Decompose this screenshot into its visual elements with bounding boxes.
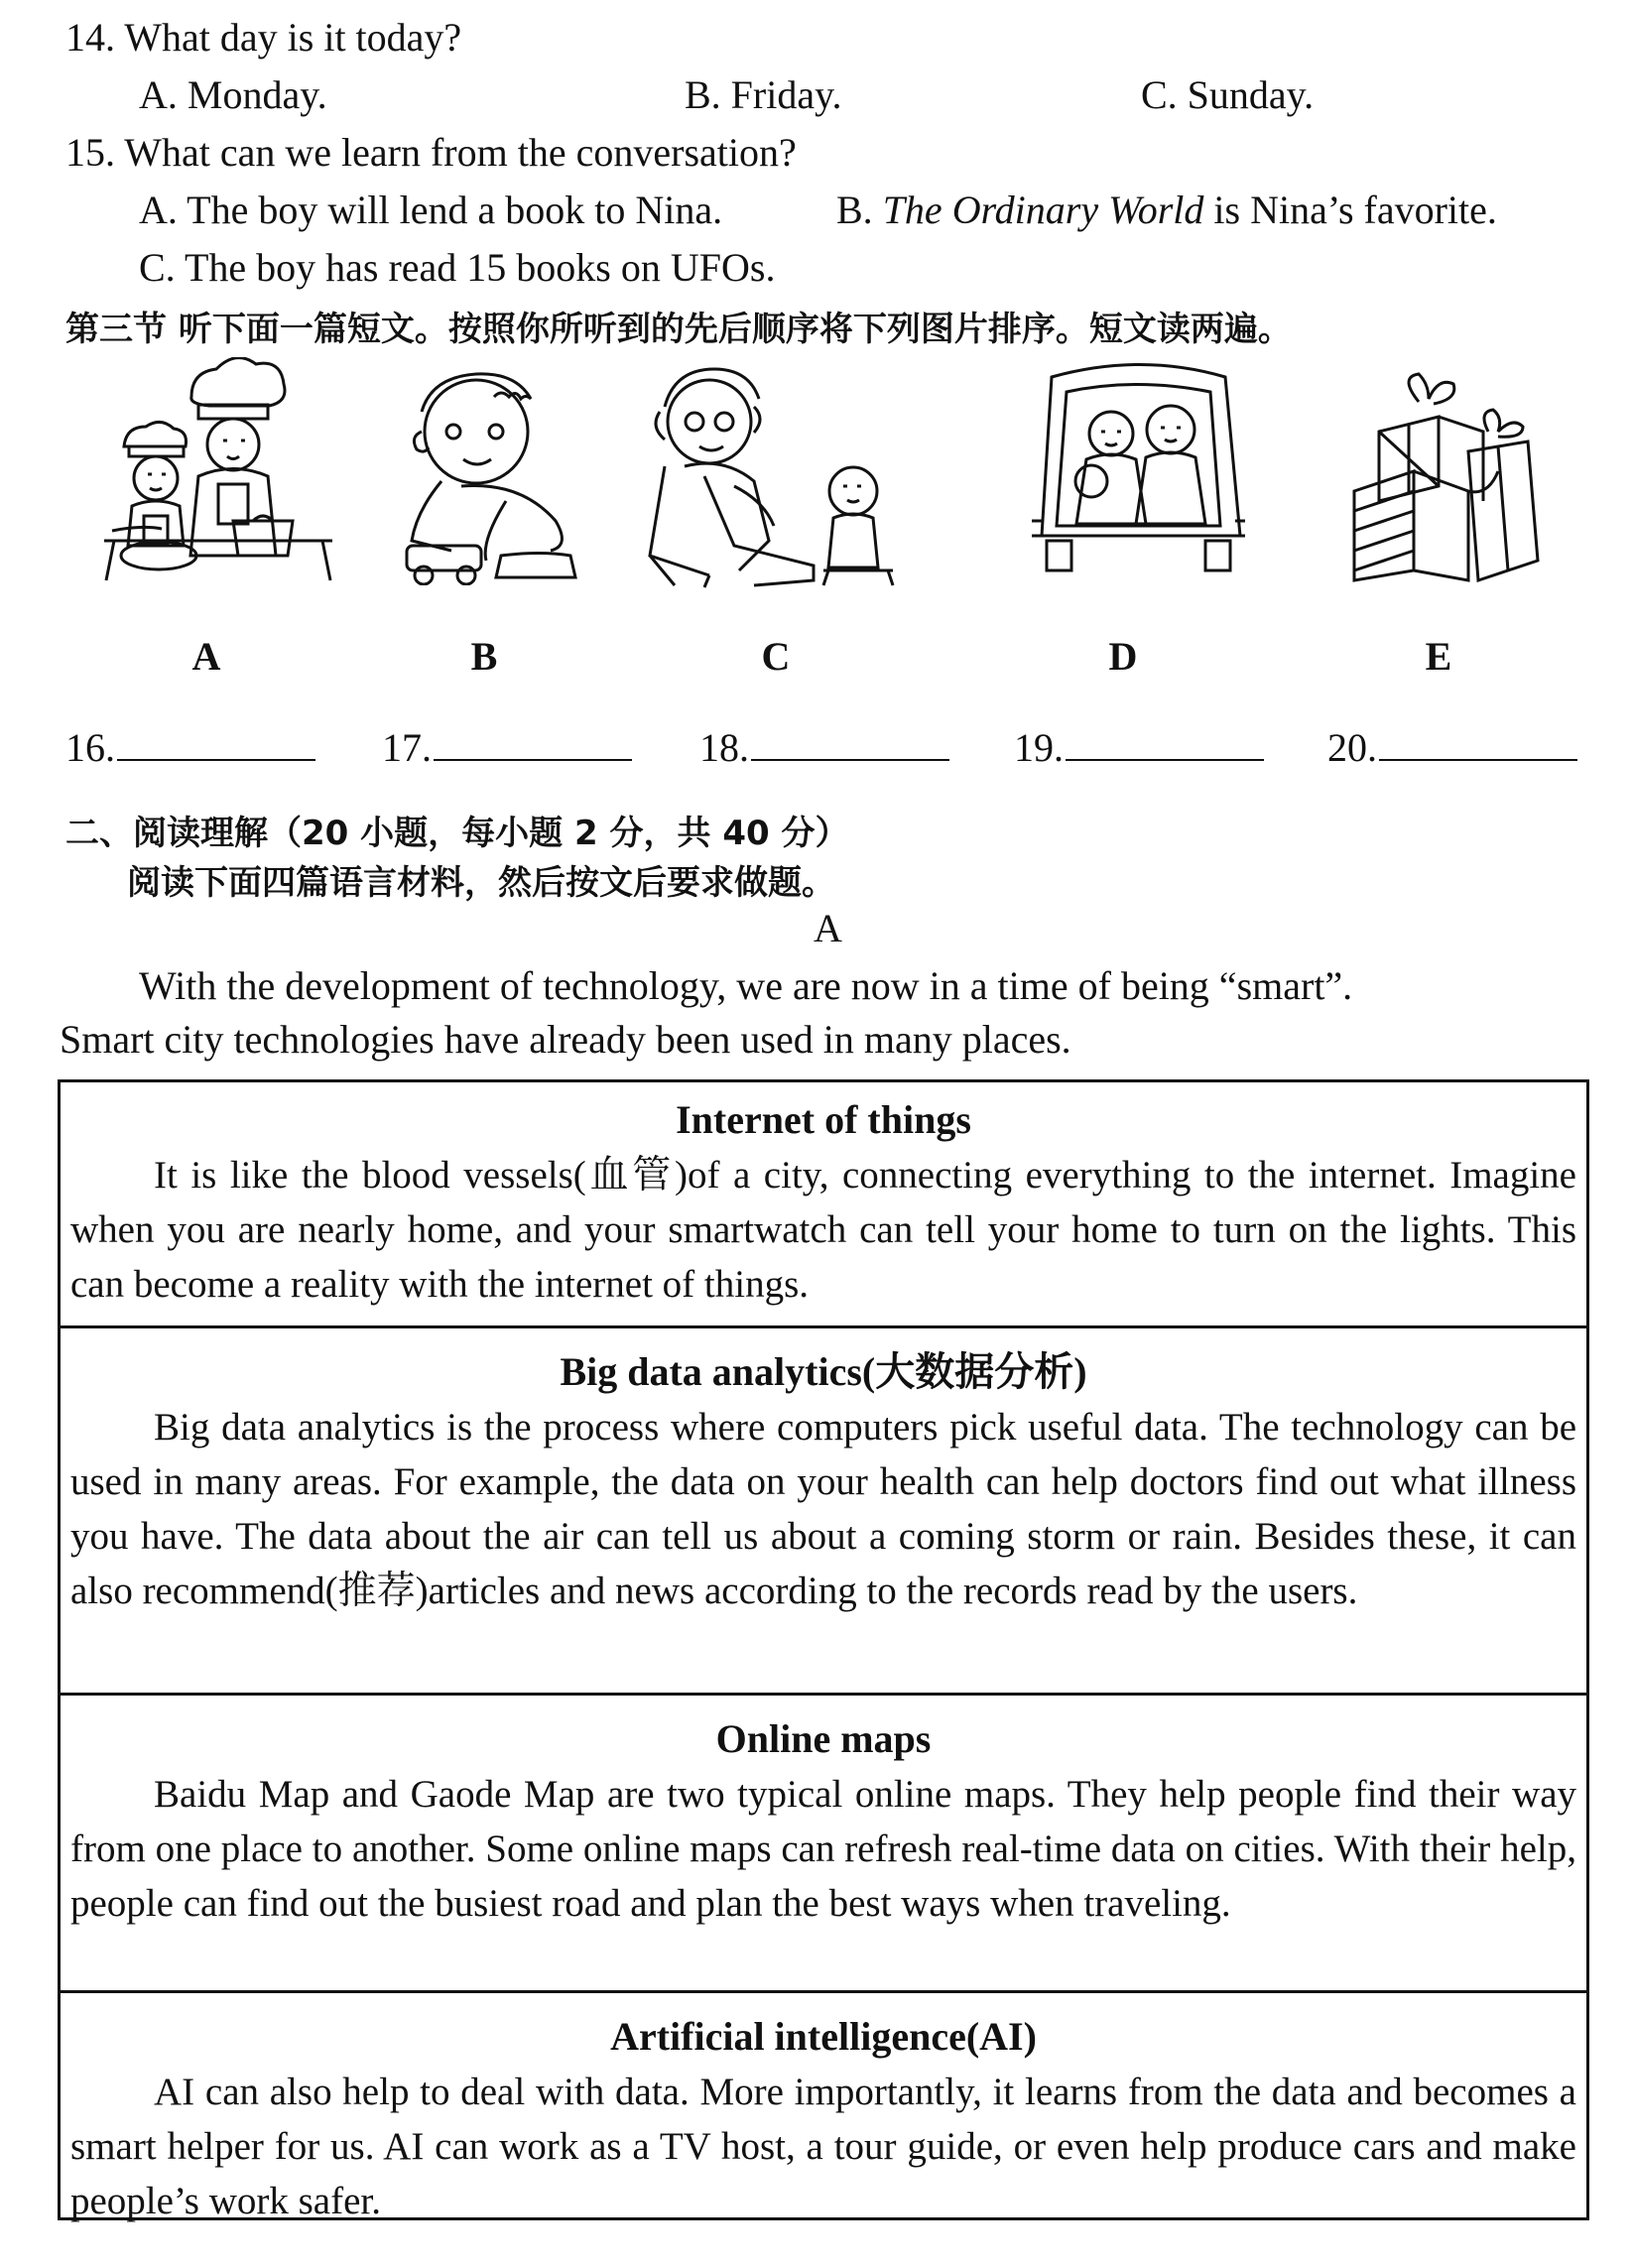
q15-option-b: B. The Ordinary World is Nina’s favorite. — [836, 188, 1497, 232]
picture-label-e: E — [1425, 634, 1452, 679]
cooking-picture-icon — [104, 357, 332, 590]
intro-line-1: With the development of technology, we are now in a time of being “smart”. — [139, 963, 1353, 1008]
q15-stem: 15. What can we learn from the conversation? — [65, 130, 797, 175]
section-artificial-intelligence — [61, 1993, 1586, 2222]
section-internet-of-things — [61, 1082, 1586, 1328]
picture-label-d: D — [1108, 634, 1138, 679]
section-text: Baidu Map and Gaode Map are two typical online maps. They help people find their way from one place to another. Some online maps can refresh real-time data on cities. With their help, people can find out the busiest road and plan the best ways when traveling. — [70, 1773, 1576, 1925]
boy-with-toy-car-picture-icon — [402, 372, 585, 585]
family-in-car-picture-icon — [1032, 362, 1245, 585]
picture-label-a: A — [191, 634, 221, 679]
section-title: Artificial intelligence(AI) — [610, 2014, 1037, 2059]
picture-label-b: B — [470, 634, 498, 679]
section-text: AI can also help to deal with data. More importantly, it learns from the data and becomes a smart helper for us. AI can work as a TV host, a tour guide, or even help produce cars and make people’s work safer. — [70, 2071, 1576, 2222]
answer-blank-20[interactable]: 20. — [1327, 724, 1577, 771]
section-title: Big data analytics(大数据分析) — [560, 1349, 1087, 1394]
section-title: Internet of things — [676, 1097, 971, 1142]
section-title: Online maps — [715, 1716, 932, 1761]
answer-blank-19[interactable]: 19. — [1014, 724, 1264, 771]
gift-boxes-picture-icon — [1349, 372, 1543, 585]
section-text: It is like the blood vessels(血管)of a city, connecting everything to the internet. Imagine when you are nearly home, and your smartwatch can tell your home to turn on the lights. This can become a reality with the internet of things. — [70, 1154, 1576, 1306]
q14-option-a: A. Monday. — [139, 72, 327, 117]
q15-option-a: A. The boy will lend a book to Nina. — [139, 188, 723, 232]
passage-label: A — [814, 906, 842, 950]
q14-stem: 14. What day is it today? — [65, 15, 462, 60]
answer-blank-18[interactable]: 18. — [699, 724, 949, 771]
q15-option-c: C. The boy has read 15 books on UFOs. — [139, 245, 776, 290]
book-title: The Ordinary World — [882, 188, 1204, 232]
intro-line-2: Smart city technologies have already been used in many places. — [60, 1017, 1071, 1062]
part2-instruction: 阅读下面四篇语言材料，然后按文后要求做题。 — [127, 863, 835, 903]
picture-label-c: C — [761, 634, 791, 679]
q14-option-b: B. Friday. — [685, 72, 842, 117]
answer-blank-17[interactable]: 17. — [382, 724, 632, 771]
section3-instruction: 第三节 听下面一篇短文。按照你所听到的先后顺序将下列图片排序。短文读两遍。 — [65, 310, 1292, 349]
q14-option-c: C. Sunday. — [1141, 72, 1315, 117]
passage-box — [58, 1079, 1589, 2220]
answer-blank-16[interactable]: 16. — [65, 724, 315, 771]
grandpa-with-boy-picture-icon — [645, 367, 913, 590]
section-text: Big data analytics is the process where computers pick useful data. The technology can be used in many areas. For example, the data on your health can help doctors find out what illness you have. The data about the air can tell us about a coming storm or rain. Besides these, it can also recommend(推荐)articles and news according to the records read by the users. — [70, 1406, 1576, 1612]
part2-heading: 二、阅读理解（20 小题，每小题 2 分，共 40 分） — [65, 814, 849, 853]
section-big-data-analytics — [61, 1328, 1586, 1696]
section-online-maps — [61, 1696, 1586, 1993]
